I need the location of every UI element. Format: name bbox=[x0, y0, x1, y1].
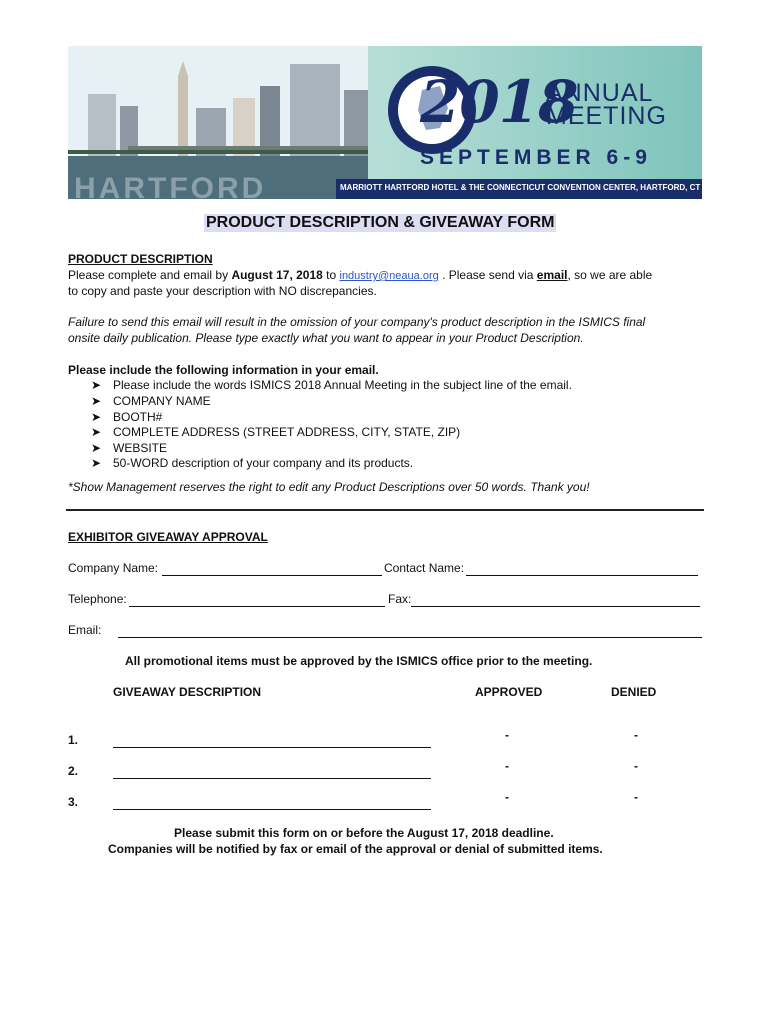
venue-text: MARRIOTT HARTFORD HOTEL & THE CONNECTICUT CONVENTION CENTER, HARTFORD, CT bbox=[340, 183, 701, 192]
contact-name-label: Contact Name: bbox=[384, 561, 465, 575]
bullet-item: COMPANY NAME bbox=[113, 394, 211, 408]
denied-checkbox[interactable]: - bbox=[634, 759, 638, 773]
col-approved: APPROVED bbox=[475, 685, 543, 699]
bullet-item: BOOTH# bbox=[113, 410, 163, 424]
fax-label: Fax: bbox=[388, 592, 412, 606]
email-link[interactable]: industry@neaua.org bbox=[339, 270, 439, 282]
col-denied: DENIED bbox=[611, 685, 657, 699]
banner-image bbox=[68, 46, 702, 199]
arrow-bullet-icon: ➤ bbox=[91, 456, 102, 470]
company-name-field[interactable] bbox=[162, 563, 382, 576]
fax-field[interactable] bbox=[411, 594, 700, 607]
warning-line-1: Failure to send this email will result in the omission of your company's product description in the ISMICS final bbox=[68, 315, 646, 329]
promo-approval-note: All promotional items must be approved by the ISMICS office prior to the meeting. bbox=[125, 654, 593, 668]
approved-checkbox[interactable]: - bbox=[505, 790, 509, 804]
arrow-bullet-icon: ➤ bbox=[91, 394, 102, 408]
intro-line-1: Please complete and email by August 17, 2018 to industry@neaua.org . Please send via email, so we are able bbox=[68, 268, 653, 282]
telephone-field[interactable] bbox=[129, 594, 385, 607]
email-field[interactable] bbox=[118, 625, 702, 638]
bullet-item: 50-WORD description of your company and its products. bbox=[113, 456, 414, 470]
arrow-bullet-icon: ➤ bbox=[91, 378, 102, 392]
form-title: PRODUCT DESCRIPTION & GIVEAWAY FORM bbox=[206, 214, 555, 231]
year-logo: 2018 bbox=[420, 68, 578, 136]
bullet-item: Please include the words ISMICS 2018 Annual Meeting in the subject line of the email. bbox=[113, 378, 572, 392]
denied-checkbox[interactable]: - bbox=[634, 728, 638, 742]
arrow-bullet-icon: ➤ bbox=[91, 441, 102, 455]
email-label: Email: bbox=[68, 623, 102, 637]
giveaway-description-field[interactable] bbox=[113, 797, 431, 810]
telephone-label: Telephone: bbox=[68, 592, 127, 606]
section-divider bbox=[66, 509, 704, 511]
company-name-label: Company Name: bbox=[68, 561, 159, 575]
annual-meeting-text: ANNUAL MEETING bbox=[546, 79, 667, 130]
arrow-bullet-icon: ➤ bbox=[91, 410, 102, 424]
giveaway-heading: EXHIBITOR GIVEAWAY APPROVAL bbox=[68, 530, 268, 544]
contact-name-field[interactable] bbox=[466, 563, 698, 576]
bullet-item: WEBSITE bbox=[113, 441, 168, 455]
arrow-bullet-icon: ➤ bbox=[91, 425, 102, 439]
giveaway-description-field[interactable] bbox=[113, 735, 431, 748]
warning-line-2: onsite daily publication. Please type exactly what you want to appear in your Product Description. bbox=[68, 331, 584, 345]
product-description-heading: PRODUCT DESCRIPTION bbox=[68, 252, 213, 266]
row-number: 2. bbox=[68, 764, 79, 778]
meeting-dates: SEPTEMBER 6-9 bbox=[420, 146, 652, 169]
bullet-item: COMPLETE ADDRESS (STREET ADDRESS, CITY, STATE, ZIP) bbox=[113, 425, 461, 439]
approved-checkbox[interactable]: - bbox=[505, 759, 509, 773]
notification-note: Companies will be notified by fax or email of the approval or denial of submitted items. bbox=[108, 842, 603, 856]
submit-deadline-note: Please submit this form on or before the August 17, 2018 deadline. bbox=[174, 826, 554, 840]
row-number: 1. bbox=[68, 733, 79, 747]
denied-checkbox[interactable]: - bbox=[634, 790, 638, 804]
intro-line-2: to copy and paste your description with NO discrepancies. bbox=[68, 284, 377, 298]
row-number: 3. bbox=[68, 795, 79, 809]
hartford-watermark: HARTFORD bbox=[74, 172, 267, 199]
approved-checkbox[interactable]: - bbox=[505, 728, 509, 742]
col-giveaway-description: GIVEAWAY DESCRIPTION bbox=[113, 685, 262, 699]
include-heading: Please include the following information in your email. bbox=[68, 363, 379, 377]
giveaway-description-field[interactable] bbox=[113, 766, 431, 779]
management-note: *Show Management reserves the right to edit any Product Descriptions over 50 words. Thank you! bbox=[68, 480, 590, 494]
